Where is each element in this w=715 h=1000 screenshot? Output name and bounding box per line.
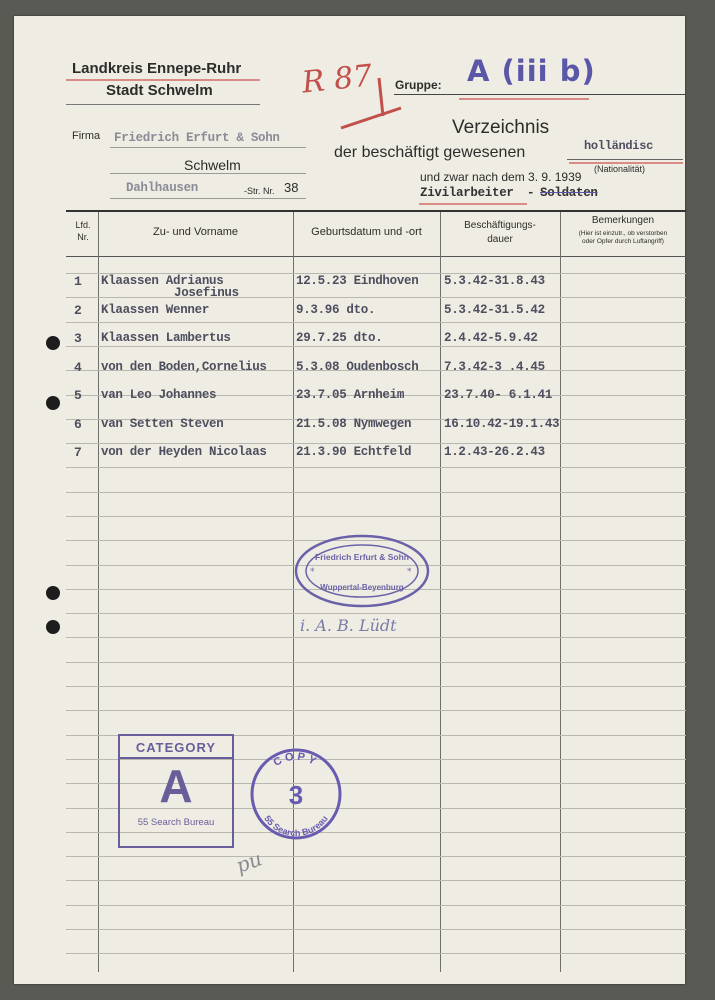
street-label: -Str. Nr. (244, 186, 275, 196)
row-birth: 9.3.96 dto. (296, 303, 376, 317)
handwritten-reference: R 87 (300, 58, 374, 101)
row-number: 6 (74, 417, 82, 432)
ruled-line (66, 297, 686, 298)
company-stamp (292, 532, 432, 610)
document-subtitle: der beschäftigt gewesenen (334, 144, 526, 161)
district-underline (66, 79, 260, 81)
ruled-line (66, 322, 686, 323)
pencil-initials: pu (232, 846, 266, 878)
firma-value: Friedrich Erfurt & Sohn (114, 131, 280, 145)
document-title: Verzeichnis (452, 117, 550, 138)
col-divider (440, 212, 441, 972)
table-top-border (66, 210, 686, 212)
copy-stamp-word: COPY (271, 750, 321, 769)
table-header-bottom (66, 256, 686, 257)
category-soldiers: Soldaten (540, 186, 598, 200)
ruled-line (66, 613, 686, 614)
category-stamp-title: CATEGORY (120, 740, 232, 759)
row-number: 4 (74, 360, 82, 375)
category-underline-red (419, 203, 527, 205)
document-page (14, 16, 685, 984)
ruled-line (66, 637, 686, 638)
ruled-line (66, 492, 686, 493)
svg-text:*: * (310, 567, 315, 577)
svg-text:55 Search Bureau (262, 814, 329, 838)
ruled-line (66, 516, 686, 517)
firma-line (110, 147, 306, 148)
svg-text:*: * (407, 567, 412, 577)
row-duration: 16.10.42-19.1.43 (444, 417, 559, 431)
row-birth: 12.5.23 Eindhoven (296, 274, 419, 288)
row-name: von den Boden,Cornelius (101, 360, 267, 374)
col-divider (98, 212, 99, 972)
street-value: Dahlhausen (126, 181, 199, 195)
row-name-extra: Josefinus (174, 286, 239, 300)
street-line (110, 198, 306, 199)
row-number: 2 (74, 303, 82, 318)
row-name: van Leo Johannes (101, 388, 217, 402)
row-birth: 23.7.05 Arnheim (296, 388, 405, 402)
ruled-line (66, 467, 686, 468)
category-civil: Zivilarbeiter (420, 186, 514, 200)
ruled-line (66, 880, 686, 881)
category-sep: - (527, 186, 535, 200)
row-duration: 2.4.42-5.9.42 (444, 331, 538, 345)
ruled-line (66, 686, 686, 687)
city-value: Schwelm (184, 157, 241, 173)
copy-stamp-footer: 55 Search Bureau (262, 813, 330, 839)
column-header-duration: Beschäftigungs- dauer (464, 220, 536, 245)
category-stamp (118, 734, 234, 848)
street-number: 38 (284, 180, 299, 195)
row-name: von der Heyden Nicolaas (101, 445, 267, 459)
city-line (110, 173, 306, 174)
nationality-line (567, 159, 683, 160)
since-line: und zwar nach dem 3. 9. 1939 (420, 170, 582, 184)
row-birth: 5.3.08 Oudenbosch (296, 360, 419, 374)
row-birth: 21.3.90 Echtfeld (296, 445, 412, 459)
row-duration: 7.3.42-3 .4.45 (444, 360, 545, 374)
row-duration: 23.7.40- 6.1.41 (444, 388, 553, 402)
row-duration: 1.2.43-26.2.43 (444, 445, 545, 459)
signature: i. A. B. Lüdt (300, 616, 397, 635)
ruled-line (66, 953, 686, 954)
column-header-nr: Lfd. Nr. (75, 220, 91, 242)
punch-hole (46, 586, 60, 600)
copy-stamp-number: 3 (288, 780, 304, 810)
town-underline (66, 104, 260, 105)
company-stamp-top: Friedrich Erfurt & Sohn (315, 552, 409, 562)
row-name: van Setten Steven (101, 417, 224, 431)
row-duration: 5.3.42-31.8.43 (444, 274, 545, 288)
row-number: 7 (74, 445, 82, 460)
ruled-line (66, 662, 686, 663)
row-name: Klaassen Wenner (101, 303, 210, 317)
ruled-line (66, 710, 686, 711)
ruled-line (66, 443, 686, 444)
row-number: 3 (74, 331, 82, 346)
row-number: 1 (74, 274, 82, 289)
gruppe-value: A (iii b) (467, 54, 596, 88)
ruled-line (66, 905, 686, 906)
firma-label: Firma (72, 130, 101, 142)
row-name: Klaassen Adrianus (101, 274, 224, 288)
ruled-line (66, 929, 686, 930)
copy-stamp (248, 746, 344, 842)
ruled-line (66, 856, 686, 857)
district-name: Landkreis Ennepe-Ruhr (72, 60, 242, 77)
nationality-value: holländisc (584, 139, 654, 153)
column-header-name: Zu- und Vorname (153, 226, 238, 238)
gruppe-underline (394, 94, 686, 95)
category-stamp-letter: A (159, 760, 193, 812)
row-birth: 29.7.25 dto. (296, 331, 383, 345)
column-header-remarks-note: (Hier ist einzutr., ob verstorben oder Opfer durch Luftangriff) (578, 230, 668, 245)
punch-hole (46, 396, 60, 410)
company-stamp-bottom: Wuppertal-Beyenburg (320, 583, 404, 592)
row-birth: 21.5.08 Nymwegen (296, 417, 412, 431)
row-name: Klaassen Lambertus (101, 331, 231, 345)
row-duration: 5.3.42-31.5.42 (444, 303, 545, 317)
punch-hole (46, 336, 60, 350)
ruled-line (66, 346, 686, 347)
column-header-birth: Geburtsdatum und -ort (311, 226, 422, 238)
nationality-label: (Nationalität) (594, 164, 646, 174)
row-number: 5 (74, 388, 82, 403)
gruppe-underline-red (459, 98, 589, 100)
category-stamp-footer: 55 Search Bureau (137, 817, 215, 828)
gruppe-label: Gruppe: (395, 78, 442, 92)
column-header-remarks: Bemerkungen (591, 215, 655, 226)
col-divider (560, 212, 561, 972)
punch-hole (46, 620, 60, 634)
town-name: Stadt Schwelm (106, 82, 213, 99)
